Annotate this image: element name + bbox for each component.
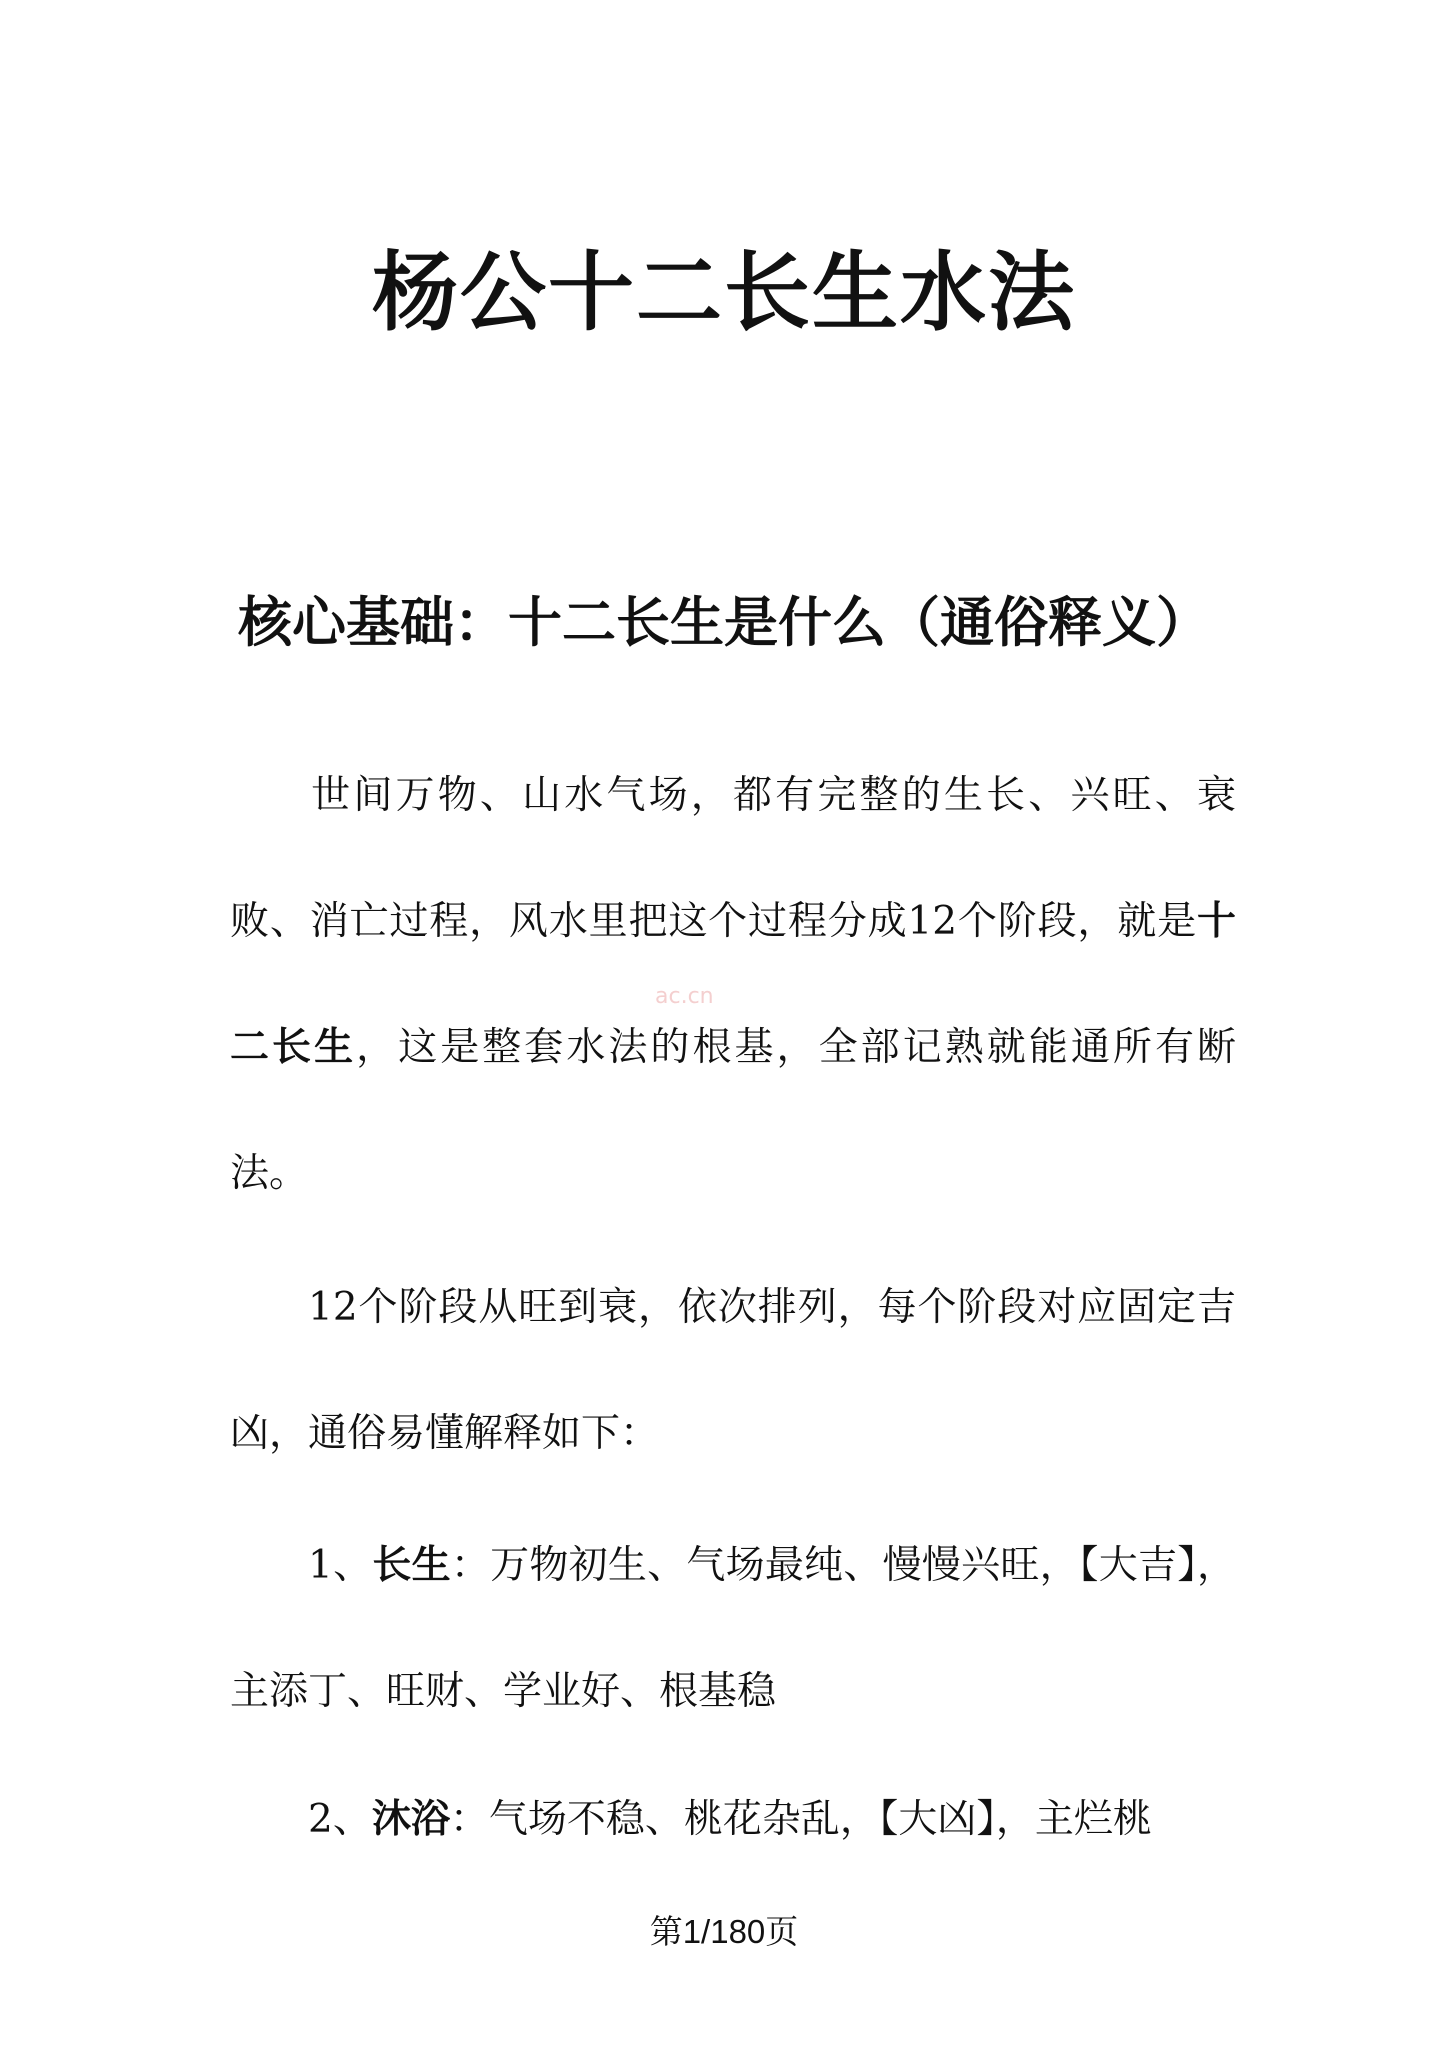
list-item-text: ：万物初生、气场最纯、慢慢兴旺，【大吉】，主添丁、旺财、学业好、根基稳	[230, 1543, 1236, 1714]
paragraph-intro-text-after: ，这是整套水法的根基，全部记熟就能通所有断法。	[230, 1025, 1236, 1196]
paragraph-stages-overview-text: 12个阶段从旺到衰，依次排列，每个阶段对应固定吉凶，通俗易懂解释如下：	[230, 1285, 1236, 1456]
list-item-term: 长生	[372, 1543, 451, 1588]
watermark: ac.cn	[655, 984, 714, 1009]
document-title: 杨公十二长生水法	[372, 243, 1076, 343]
list-item	[230, 1503, 1236, 1755]
list-item-number: 1、	[308, 1543, 373, 1588]
key-term-twelve-stages: 十二长生	[230, 899, 1236, 1070]
list-item	[230, 1757, 1236, 1883]
section-heading: 核心基础：十二长生是什么（通俗释义）	[238, 591, 1210, 654]
list-item-term: 沐浴	[371, 1797, 450, 1842]
paragraph-stages-overview	[230, 1245, 1236, 1497]
list-item-text: ：气场不稳、桃花杂乱，【大凶】，主烂桃	[449, 1797, 1152, 1842]
paragraph-intro	[230, 733, 1236, 1237]
list-item-number: 2、	[308, 1797, 372, 1842]
page-number: 第1/180页	[649, 1913, 799, 1950]
paragraph-intro-text-before: 世间万物、山水气场，都有完整的生长、兴旺、衰败、消亡过程，风水里把这个过程分成12个阶段，就是	[230, 773, 1236, 944]
